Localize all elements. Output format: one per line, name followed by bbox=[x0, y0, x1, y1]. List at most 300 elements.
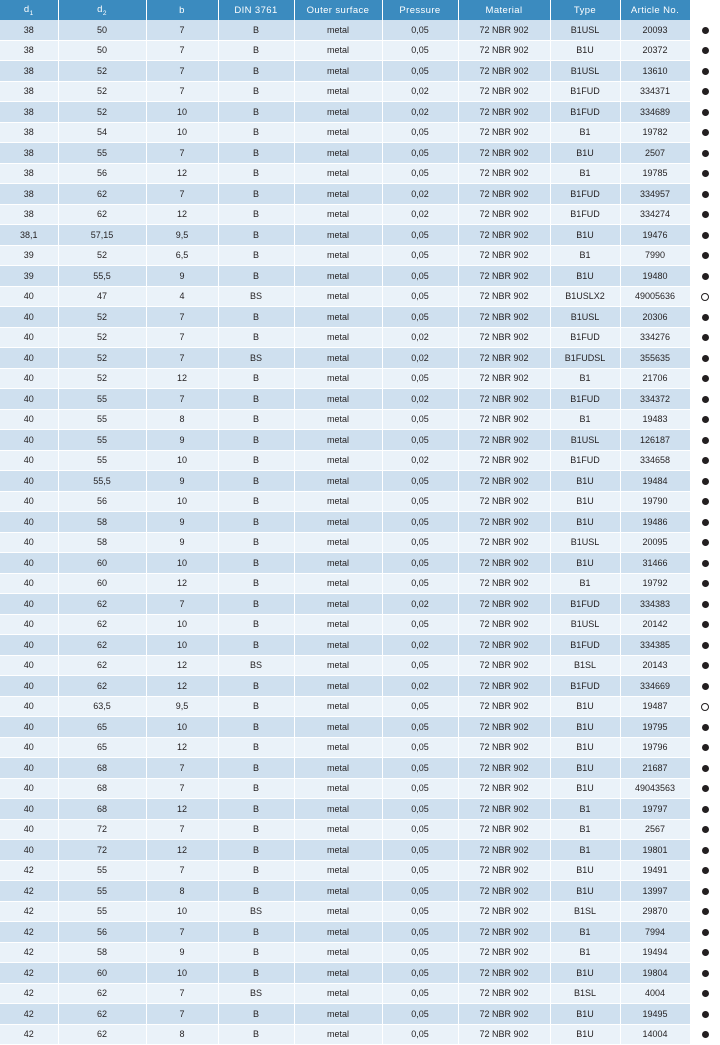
table-row[interactable] bbox=[0, 491, 720, 512]
cell-article-no: 19785 bbox=[620, 163, 690, 184]
cell-din-3761: B bbox=[218, 799, 294, 820]
cell-article-no: 334274 bbox=[620, 204, 690, 225]
cell-pressure: 0,02 bbox=[382, 81, 458, 102]
circle-filled-icon bbox=[702, 88, 709, 95]
cell-type: B1SL bbox=[550, 983, 620, 1004]
table-row[interactable] bbox=[0, 102, 720, 123]
table-row[interactable] bbox=[0, 901, 720, 922]
cell-article-no: 20372 bbox=[620, 40, 690, 61]
cell-din-3761: B bbox=[218, 163, 294, 184]
table-row[interactable] bbox=[0, 368, 720, 389]
cell-b: 7 bbox=[146, 594, 218, 615]
cell-d1: 40 bbox=[0, 840, 58, 861]
cell-d2: 58 bbox=[58, 942, 146, 963]
table-row[interactable] bbox=[0, 922, 720, 943]
cell-b: 10 bbox=[146, 491, 218, 512]
cell-din-3761: B bbox=[218, 1024, 294, 1045]
cell-material: 72 NBR 902 bbox=[458, 389, 550, 410]
table-row[interactable] bbox=[0, 225, 720, 246]
cell-outer-surface: metal bbox=[294, 778, 382, 799]
cell-material: 72 NBR 902 bbox=[458, 799, 550, 820]
cell-d1: 40 bbox=[0, 348, 58, 369]
cell-type: B1U bbox=[550, 1004, 620, 1025]
table-row[interactable] bbox=[0, 881, 720, 902]
cell-type: B1FUD bbox=[550, 594, 620, 615]
cell-b: 7 bbox=[146, 778, 218, 799]
cell-material: 72 NBR 902 bbox=[458, 450, 550, 471]
table-row[interactable] bbox=[0, 266, 720, 287]
cell-pressure: 0,05 bbox=[382, 122, 458, 143]
cell-material: 72 NBR 902 bbox=[458, 881, 550, 902]
cell-type: B1USLX2 bbox=[550, 286, 620, 307]
cell-d1: 42 bbox=[0, 881, 58, 902]
availability-marker bbox=[690, 799, 720, 820]
cell-outer-surface: metal bbox=[294, 881, 382, 902]
cell-outer-surface: metal bbox=[294, 553, 382, 574]
table-row[interactable] bbox=[0, 245, 720, 266]
cell-b: 10 bbox=[146, 450, 218, 471]
cell-b: 9 bbox=[146, 512, 218, 533]
cell-material: 72 NBR 902 bbox=[458, 409, 550, 430]
cell-din-3761: B bbox=[218, 696, 294, 717]
circle-filled-icon bbox=[702, 867, 709, 874]
table-row[interactable] bbox=[0, 409, 720, 430]
cell-b: 7 bbox=[146, 348, 218, 369]
cell-b: 12 bbox=[146, 368, 218, 389]
table-row[interactable] bbox=[0, 655, 720, 676]
cell-d1: 40 bbox=[0, 491, 58, 512]
table-row[interactable] bbox=[0, 717, 720, 738]
cell-b: 9 bbox=[146, 430, 218, 451]
cell-outer-surface: metal bbox=[294, 614, 382, 635]
cell-d1: 40 bbox=[0, 368, 58, 389]
cell-din-3761: B bbox=[218, 922, 294, 943]
cell-type: B1U bbox=[550, 512, 620, 533]
cell-outer-surface: metal bbox=[294, 676, 382, 697]
cell-b: 10 bbox=[146, 901, 218, 922]
cell-d1: 42 bbox=[0, 860, 58, 881]
table-row[interactable] bbox=[0, 40, 720, 61]
table-row[interactable] bbox=[0, 61, 720, 82]
table-row[interactable] bbox=[0, 614, 720, 635]
table-row[interactable] bbox=[0, 430, 720, 451]
cell-b: 12 bbox=[146, 204, 218, 225]
cell-outer-surface: metal bbox=[294, 860, 382, 881]
column-header-b: b bbox=[146, 0, 218, 20]
cell-din-3761: B bbox=[218, 819, 294, 840]
cell-d1: 38 bbox=[0, 102, 58, 123]
cell-article-no: 21706 bbox=[620, 368, 690, 389]
circle-filled-icon bbox=[702, 539, 709, 546]
availability-marker bbox=[690, 901, 720, 922]
availability-marker bbox=[690, 245, 720, 266]
circle-filled-icon bbox=[702, 580, 709, 587]
cell-article-no: 19480 bbox=[620, 266, 690, 287]
table-row[interactable] bbox=[0, 307, 720, 328]
cell-d1: 40 bbox=[0, 430, 58, 451]
cell-d2: 62 bbox=[58, 1024, 146, 1045]
cell-d2: 50 bbox=[58, 40, 146, 61]
cell-d1: 38 bbox=[0, 163, 58, 184]
cell-d2: 50 bbox=[58, 20, 146, 40]
cell-din-3761: B bbox=[218, 368, 294, 389]
table-row[interactable] bbox=[0, 696, 720, 717]
cell-d2: 68 bbox=[58, 799, 146, 820]
table-row[interactable] bbox=[0, 512, 720, 533]
availability-marker bbox=[690, 635, 720, 656]
cell-b: 12 bbox=[146, 163, 218, 184]
cell-d2: 56 bbox=[58, 163, 146, 184]
cell-article-no: 49043563 bbox=[620, 778, 690, 799]
cell-type: B1 bbox=[550, 840, 620, 861]
cell-din-3761: B bbox=[218, 471, 294, 492]
cell-material: 72 NBR 902 bbox=[458, 696, 550, 717]
table-row[interactable] bbox=[0, 840, 720, 861]
circle-filled-icon bbox=[702, 806, 709, 813]
table-row[interactable] bbox=[0, 1004, 720, 1025]
cell-material: 72 NBR 902 bbox=[458, 143, 550, 164]
cell-outer-surface: metal bbox=[294, 758, 382, 779]
cell-material: 72 NBR 902 bbox=[458, 1024, 550, 1045]
circle-filled-icon bbox=[702, 826, 709, 833]
cell-article-no: 19484 bbox=[620, 471, 690, 492]
cell-material: 72 NBR 902 bbox=[458, 594, 550, 615]
cell-type: B1U bbox=[550, 737, 620, 758]
cell-b: 9 bbox=[146, 471, 218, 492]
cell-type: B1U bbox=[550, 266, 620, 287]
cell-outer-surface: metal bbox=[294, 368, 382, 389]
cell-outer-surface: metal bbox=[294, 573, 382, 594]
cell-material: 72 NBR 902 bbox=[458, 614, 550, 635]
cell-material: 72 NBR 902 bbox=[458, 942, 550, 963]
cell-material: 72 NBR 902 bbox=[458, 204, 550, 225]
cell-material: 72 NBR 902 bbox=[458, 81, 550, 102]
cell-din-3761: B bbox=[218, 491, 294, 512]
table-row[interactable] bbox=[0, 471, 720, 492]
table-row[interactable] bbox=[0, 163, 720, 184]
table-row[interactable] bbox=[0, 20, 720, 40]
cell-pressure: 0,05 bbox=[382, 860, 458, 881]
cell-d2: 62 bbox=[58, 635, 146, 656]
cell-type: B1 bbox=[550, 942, 620, 963]
cell-outer-surface: metal bbox=[294, 655, 382, 676]
availability-marker bbox=[690, 860, 720, 881]
cell-d2: 55 bbox=[58, 860, 146, 881]
circle-filled-icon bbox=[702, 211, 709, 218]
cell-d1: 38 bbox=[0, 122, 58, 143]
table-row[interactable] bbox=[0, 184, 720, 205]
cell-pressure: 0,05 bbox=[382, 532, 458, 553]
cell-pressure: 0,02 bbox=[382, 635, 458, 656]
table-row[interactable] bbox=[0, 573, 720, 594]
cell-d1: 38 bbox=[0, 61, 58, 82]
availability-marker bbox=[690, 450, 720, 471]
cell-din-3761: B bbox=[218, 307, 294, 328]
cell-pressure: 0,05 bbox=[382, 901, 458, 922]
column-header-d1 bbox=[0, 0, 58, 20]
cell-outer-surface: metal bbox=[294, 81, 382, 102]
cell-material: 72 NBR 902 bbox=[458, 532, 550, 553]
table-row[interactable] bbox=[0, 819, 720, 840]
cell-pressure: 0,02 bbox=[382, 204, 458, 225]
cell-material: 72 NBR 902 bbox=[458, 922, 550, 943]
cell-type: B1FUD bbox=[550, 327, 620, 348]
table-row[interactable] bbox=[0, 860, 720, 881]
cell-type: B1USL bbox=[550, 307, 620, 328]
table-body bbox=[0, 20, 720, 1045]
cell-outer-surface: metal bbox=[294, 163, 382, 184]
availability-marker bbox=[690, 696, 720, 717]
table-row[interactable] bbox=[0, 676, 720, 697]
cell-b: 12 bbox=[146, 676, 218, 697]
cell-b: 10 bbox=[146, 102, 218, 123]
availability-marker bbox=[690, 1004, 720, 1025]
circle-filled-icon bbox=[702, 457, 709, 464]
cell-d1: 38,1 bbox=[0, 225, 58, 246]
cell-pressure: 0,05 bbox=[382, 881, 458, 902]
cell-outer-surface: metal bbox=[294, 737, 382, 758]
cell-type: B1USL bbox=[550, 430, 620, 451]
cell-b: 7 bbox=[146, 40, 218, 61]
table-row[interactable] bbox=[0, 799, 720, 820]
cell-d1: 38 bbox=[0, 143, 58, 164]
table-row[interactable] bbox=[0, 594, 720, 615]
circle-outline-icon bbox=[701, 703, 709, 711]
cell-material: 72 NBR 902 bbox=[458, 553, 550, 574]
cell-d2: 68 bbox=[58, 758, 146, 779]
cell-outer-surface: metal bbox=[294, 204, 382, 225]
table-row[interactable] bbox=[0, 1024, 720, 1045]
cell-d1: 40 bbox=[0, 635, 58, 656]
cell-b: 9,5 bbox=[146, 696, 218, 717]
cell-d2: 55 bbox=[58, 430, 146, 451]
cell-article-no: 19495 bbox=[620, 1004, 690, 1025]
cell-pressure: 0,05 bbox=[382, 799, 458, 820]
circle-filled-icon bbox=[702, 847, 709, 854]
cell-outer-surface: metal bbox=[294, 819, 382, 840]
cell-din-3761: B bbox=[218, 225, 294, 246]
availability-marker bbox=[690, 963, 720, 984]
cell-outer-surface: metal bbox=[294, 286, 382, 307]
cell-pressure: 0,05 bbox=[382, 266, 458, 287]
circle-filled-icon bbox=[702, 375, 709, 382]
table-row[interactable] bbox=[0, 327, 720, 348]
circle-filled-icon bbox=[702, 437, 709, 444]
cell-din-3761: B bbox=[218, 450, 294, 471]
table-row[interactable] bbox=[0, 758, 720, 779]
cell-d2: 72 bbox=[58, 840, 146, 861]
cell-b: 7 bbox=[146, 143, 218, 164]
circle-filled-icon bbox=[702, 109, 709, 116]
cell-type: B1USL bbox=[550, 20, 620, 40]
cell-d2: 65 bbox=[58, 717, 146, 738]
cell-d1: 40 bbox=[0, 594, 58, 615]
cell-material: 72 NBR 902 bbox=[458, 983, 550, 1004]
cell-pressure: 0,02 bbox=[382, 594, 458, 615]
table-row[interactable] bbox=[0, 942, 720, 963]
cell-material: 72 NBR 902 bbox=[458, 430, 550, 451]
column-header-d1-subscript: 1 bbox=[29, 9, 34, 17]
cell-type: B1 bbox=[550, 799, 620, 820]
cell-d2: 62 bbox=[58, 204, 146, 225]
cell-pressure: 0,05 bbox=[382, 922, 458, 943]
cell-type: B1SL bbox=[550, 901, 620, 922]
circle-filled-icon bbox=[702, 498, 709, 505]
cell-material: 72 NBR 902 bbox=[458, 122, 550, 143]
cell-pressure: 0,05 bbox=[382, 409, 458, 430]
cell-d2: 52 bbox=[58, 81, 146, 102]
table-row[interactable] bbox=[0, 450, 720, 471]
circle-filled-icon bbox=[702, 232, 709, 239]
cell-article-no: 20143 bbox=[620, 655, 690, 676]
cell-material: 72 NBR 902 bbox=[458, 717, 550, 738]
cell-d2: 52 bbox=[58, 61, 146, 82]
availability-marker bbox=[690, 1024, 720, 1045]
table-row[interactable] bbox=[0, 204, 720, 225]
cell-type: B1 bbox=[550, 409, 620, 430]
cell-d2: 55 bbox=[58, 409, 146, 430]
availability-marker bbox=[690, 286, 720, 307]
cell-material: 72 NBR 902 bbox=[458, 860, 550, 881]
cell-din-3761: B bbox=[218, 1004, 294, 1025]
cell-d1: 40 bbox=[0, 553, 58, 574]
cell-pressure: 0,05 bbox=[382, 1004, 458, 1025]
cell-d1: 40 bbox=[0, 758, 58, 779]
table-row[interactable] bbox=[0, 389, 720, 410]
table-row[interactable] bbox=[0, 737, 720, 758]
cell-outer-surface: metal bbox=[294, 327, 382, 348]
cell-d1: 40 bbox=[0, 737, 58, 758]
cell-din-3761: B bbox=[218, 512, 294, 533]
cell-article-no: 334385 bbox=[620, 635, 690, 656]
availability-marker bbox=[690, 204, 720, 225]
cell-type: B1FUD bbox=[550, 635, 620, 656]
circle-filled-icon bbox=[702, 1011, 709, 1018]
cell-d2: 52 bbox=[58, 327, 146, 348]
cell-d1: 40 bbox=[0, 696, 58, 717]
cell-d1: 38 bbox=[0, 40, 58, 61]
table-row[interactable] bbox=[0, 286, 720, 307]
cell-pressure: 0,02 bbox=[382, 676, 458, 697]
cell-pressure: 0,02 bbox=[382, 184, 458, 205]
cell-d1: 38 bbox=[0, 184, 58, 205]
cell-d1: 42 bbox=[0, 983, 58, 1004]
cell-d2: 55,5 bbox=[58, 266, 146, 287]
availability-marker bbox=[690, 471, 720, 492]
cell-article-no: 19792 bbox=[620, 573, 690, 594]
cell-b: 7 bbox=[146, 307, 218, 328]
table-row[interactable] bbox=[0, 778, 720, 799]
table-row[interactable] bbox=[0, 122, 720, 143]
column-header-din-3761: DIN 3761 bbox=[218, 0, 294, 20]
cell-din-3761: B bbox=[218, 143, 294, 164]
table-row[interactable] bbox=[0, 983, 720, 1004]
cell-outer-surface: metal bbox=[294, 409, 382, 430]
cell-type: B1U bbox=[550, 471, 620, 492]
table-row[interactable] bbox=[0, 635, 720, 656]
cell-type: B1 bbox=[550, 819, 620, 840]
availability-marker bbox=[690, 983, 720, 1004]
cell-din-3761: B bbox=[218, 389, 294, 410]
cell-pressure: 0,05 bbox=[382, 963, 458, 984]
cell-article-no: 19486 bbox=[620, 512, 690, 533]
table-row[interactable] bbox=[0, 532, 720, 553]
table-row[interactable] bbox=[0, 81, 720, 102]
cell-article-no: 355635 bbox=[620, 348, 690, 369]
cell-type: B1SL bbox=[550, 655, 620, 676]
availability-marker bbox=[690, 655, 720, 676]
cell-d1: 40 bbox=[0, 286, 58, 307]
cell-outer-surface: metal bbox=[294, 512, 382, 533]
table-row[interactable] bbox=[0, 348, 720, 369]
circle-filled-icon bbox=[702, 744, 709, 751]
cell-article-no: 13610 bbox=[620, 61, 690, 82]
cell-d1: 38 bbox=[0, 204, 58, 225]
cell-d2: 58 bbox=[58, 532, 146, 553]
cell-material: 72 NBR 902 bbox=[458, 901, 550, 922]
availability-marker bbox=[690, 307, 720, 328]
circle-filled-icon bbox=[702, 560, 709, 567]
cell-d2: 52 bbox=[58, 348, 146, 369]
cell-d2: 56 bbox=[58, 922, 146, 943]
cell-b: 10 bbox=[146, 635, 218, 656]
cell-article-no: 334371 bbox=[620, 81, 690, 102]
cell-article-no: 334383 bbox=[620, 594, 690, 615]
cell-type: B1FUD bbox=[550, 676, 620, 697]
circle-filled-icon bbox=[702, 949, 709, 956]
cell-article-no: 334689 bbox=[620, 102, 690, 123]
cell-material: 72 NBR 902 bbox=[458, 163, 550, 184]
table-row[interactable] bbox=[0, 553, 720, 574]
cell-b: 9 bbox=[146, 942, 218, 963]
cell-d2: 55 bbox=[58, 901, 146, 922]
cell-din-3761: B bbox=[218, 245, 294, 266]
column-header-material: Material bbox=[458, 0, 550, 20]
cell-d1: 40 bbox=[0, 532, 58, 553]
cell-type: B1U bbox=[550, 860, 620, 881]
cell-article-no: 31466 bbox=[620, 553, 690, 574]
cell-d2: 68 bbox=[58, 778, 146, 799]
cell-din-3761: B bbox=[218, 717, 294, 738]
table-row[interactable] bbox=[0, 963, 720, 984]
circle-outline-icon bbox=[701, 293, 709, 301]
cell-article-no: 4004 bbox=[620, 983, 690, 1004]
cell-type: B1U bbox=[550, 1024, 620, 1045]
cell-pressure: 0,05 bbox=[382, 61, 458, 82]
cell-pressure: 0,05 bbox=[382, 553, 458, 574]
cell-pressure: 0,05 bbox=[382, 163, 458, 184]
cell-din-3761: B bbox=[218, 40, 294, 61]
cell-b: 7 bbox=[146, 327, 218, 348]
circle-filled-icon bbox=[702, 519, 709, 526]
cell-outer-surface: metal bbox=[294, 40, 382, 61]
cell-type: B1U bbox=[550, 696, 620, 717]
circle-filled-icon bbox=[702, 334, 709, 341]
cell-d2: 55 bbox=[58, 450, 146, 471]
cell-b: 7 bbox=[146, 860, 218, 881]
cell-material: 72 NBR 902 bbox=[458, 184, 550, 205]
availability-marker bbox=[690, 491, 720, 512]
cell-type: B1 bbox=[550, 245, 620, 266]
cell-d1: 42 bbox=[0, 1004, 58, 1025]
cell-d1: 39 bbox=[0, 266, 58, 287]
cell-d1: 40 bbox=[0, 717, 58, 738]
cell-pressure: 0,05 bbox=[382, 20, 458, 40]
cell-article-no: 20306 bbox=[620, 307, 690, 328]
cell-d1: 40 bbox=[0, 614, 58, 635]
table-row[interactable] bbox=[0, 143, 720, 164]
cell-type: B1FUD bbox=[550, 81, 620, 102]
